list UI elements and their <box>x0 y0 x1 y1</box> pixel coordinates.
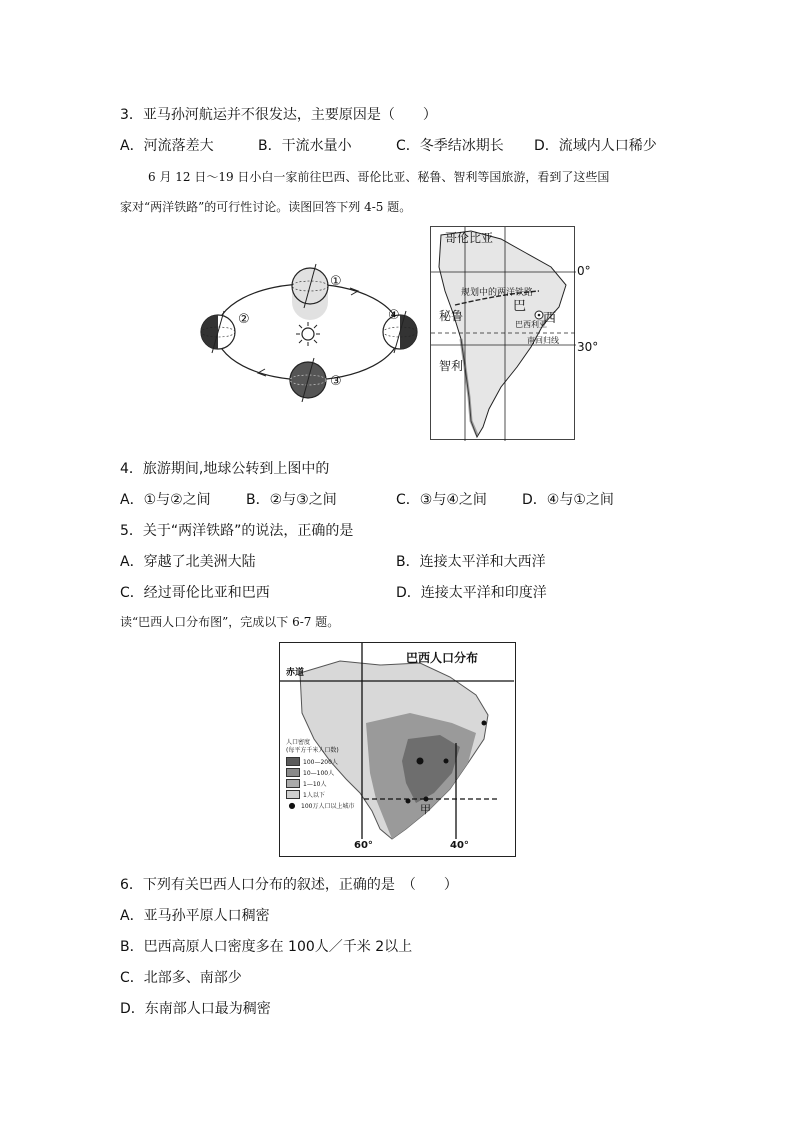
orbit-label-3: ③ <box>330 374 342 389</box>
legend-subtitle: (每平方千米人口数) <box>286 747 339 754</box>
map-label-lat30: 30° <box>577 340 599 354</box>
map-label-railway: 规划中的两洋铁路 <box>461 288 534 298</box>
legend-label: 100—200人 <box>303 759 338 766</box>
intro-4-5-line1: 6 月 12 日～19 日小白一家前往巴西、哥伦比亚、秘鲁、智利等国旅游，看到了这些国 <box>148 170 610 184</box>
q4-option-d: D．④与①之间 <box>522 492 614 508</box>
map-label-peru: 秘鲁 <box>439 309 464 323</box>
map-label-colombia: 哥伦比亚 <box>445 231 494 245</box>
legend-title: 人口密度 <box>286 739 311 746</box>
legend-item <box>286 801 362 810</box>
brazil-map-title: 巴西人口分布 <box>406 651 479 665</box>
q5-option-a: A．穿越了北美洲大陆 <box>120 554 256 570</box>
earth-orbit-figure <box>200 262 422 402</box>
city-dot-icon: ● <box>288 801 296 810</box>
earth-position-2 <box>201 311 235 353</box>
map-label-brazil-b: 西 <box>543 311 557 326</box>
sun-icon <box>296 322 320 346</box>
brazil-map-legend <box>286 739 362 810</box>
q4-stem: 4．旅游期间,地球公转到上图中的 <box>120 461 330 477</box>
brazil-map-lon40: 40° <box>450 840 469 851</box>
legend-swatch <box>286 790 300 799</box>
q3-stem: 3．亚马孙河航运并不很发达，主要原因是（ ） <box>120 107 437 123</box>
intro-6-7: 读“巴西人口分布图”，完成以下 6-7 题。 <box>120 615 340 629</box>
q6-option-d: D．东南部人口最为稠密 <box>120 1001 271 1017</box>
q5-option-c: C．经过哥伦比亚和巴西 <box>120 585 270 601</box>
q4-option-a: A．①与②之间 <box>120 492 211 508</box>
earth-position-3 <box>290 349 326 402</box>
legend-item <box>286 790 362 799</box>
legend-swatch <box>286 757 300 766</box>
q5-option-b: B．连接太平洋和大西洋 <box>396 554 546 570</box>
q6-option-a: A．亚马孙平原人口稠密 <box>120 908 270 924</box>
legend-item <box>286 757 362 766</box>
earth-position-1 <box>292 264 328 320</box>
map-label-lat0: 0° <box>577 264 591 278</box>
map-label-chile: 智利 <box>439 359 464 373</box>
brazil-map-equator-label: 赤道 <box>286 668 305 678</box>
map-label-brazil-a: 巴 <box>513 299 527 314</box>
q4-option-c: C．③与④之间 <box>396 492 487 508</box>
brazil-map-point-jia: 甲 <box>420 803 431 816</box>
legend-swatch <box>286 779 300 788</box>
map-label-tropic: 南回归线 <box>527 336 559 345</box>
legend-swatch <box>286 768 300 777</box>
q3-option-d: D．流域内人口稀少 <box>534 138 657 154</box>
legend-item <box>286 768 362 777</box>
q3-option-c: C．冬季结冰期长 <box>396 138 504 154</box>
orbit-label-2: ② <box>238 312 250 327</box>
q4-option-b: B．②与③之间 <box>246 492 337 508</box>
legend-label: 100万人口以上城市 <box>301 803 355 810</box>
intro-4-5-line2: 家对“两洋铁路”的可行性讨论。读图回答下列 4-5 题。 <box>120 200 412 214</box>
brazil-population-map <box>279 642 516 857</box>
q6-option-b: B．巴西高原人口密度多在 100人／千米 2以上 <box>120 939 413 955</box>
orbit-label-4: ④ <box>388 308 400 323</box>
q5-stem: 5．关于“两洋铁路”的说法，正确的是 <box>120 523 354 539</box>
south-america-map <box>430 226 575 440</box>
q6-option-c: C．北部多、南部少 <box>120 970 242 986</box>
orbit-label-1: ① <box>330 274 342 289</box>
q3-option-b: B．干流水量小 <box>258 138 352 154</box>
map-label-capital: 巴西利亚 <box>515 320 547 329</box>
legend-item <box>286 779 362 788</box>
brazil-map-lon60: 60° <box>354 840 373 851</box>
q5-option-d: D．连接太平洋和印度洋 <box>396 585 547 601</box>
legend-label: 1人以下 <box>303 792 325 799</box>
legend-label: 1—10人 <box>303 781 327 788</box>
legend-label: 10—100人 <box>303 770 335 777</box>
q6-stem: 6．下列有关巴西人口分布的叙述，正确的是 （ ） <box>120 877 458 893</box>
q3-option-a: A．河流落差大 <box>120 138 214 154</box>
